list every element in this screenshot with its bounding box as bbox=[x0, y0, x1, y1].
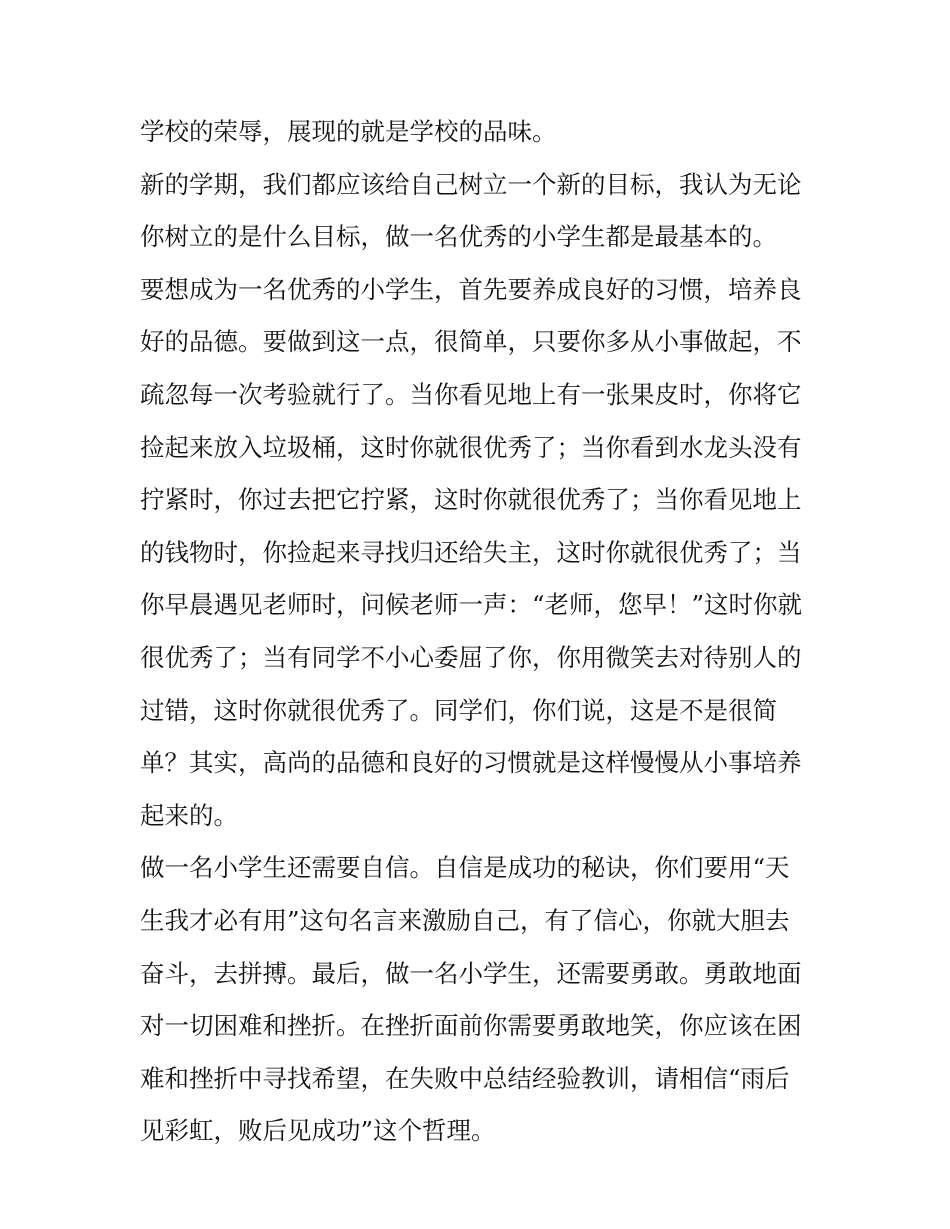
text-line: 你树立的是什么目标，做一名优秀的小学生都是最基本的。 bbox=[140, 222, 777, 252]
text-line: 奋斗，去拼搏。最后，做一名小学生，还需要勇敢。勇敢地面 bbox=[140, 958, 802, 988]
text-line: 的钱物时，你捡起来寻找归还给失主，这时你就很优秀了；当 bbox=[140, 537, 802, 567]
text-line: 对一切困难和挫折。在挫折面前你需要勇敢地笑，你应该在困 bbox=[140, 1011, 802, 1041]
text-line: 单？其实，高尚的品德和良好的习惯就是这样慢慢从小事培养 bbox=[140, 748, 802, 778]
text-line: 生我才必有用”这句名言来激励自己，有了信心，你就大胆去 bbox=[140, 905, 790, 935]
text-line: 学校的荣辱，展现的就是学校的品味。 bbox=[140, 117, 557, 146]
text-line: 过错，这时你就很优秀了。同学们，你们说，这是不是很简 bbox=[140, 695, 777, 725]
text-line: 你早晨遇见老师时，问候老师一声：“老师，您早！”这时你就 bbox=[140, 590, 803, 620]
text-line: 难和挫折中寻找希望，在失败中总结经验教训，请相信“雨后 bbox=[140, 1063, 790, 1093]
text-line: 见彩虹，败后见成功”这个哲理。 bbox=[140, 1116, 496, 1146]
text-line: 好的品德。要做到这一点，很简单，只要你多从小事做起，不 bbox=[140, 327, 802, 357]
text-line: 疏忽每一次考验就行了。当你看见地上有一张果皮时，你将它 bbox=[140, 379, 802, 409]
text-line: 起来的。 bbox=[140, 800, 238, 830]
text-line: 捡起来放入垃圾桶，这时你就很优秀了；当你看到水龙头没有 bbox=[140, 432, 802, 462]
text-line: 拧紧时，你过去把它拧紧，这时你就很优秀了；当你看见地上 bbox=[140, 485, 802, 515]
text-line: 很优秀了；当有同学不小心委屈了你，你用微笑去对待别人的 bbox=[140, 642, 802, 672]
document-body bbox=[140, 106, 820, 1158]
text-line: 要想成为一名优秀的小学生，首先要养成良好的习惯，培养良 bbox=[140, 274, 802, 304]
text-line: 新的学期，我们都应该给自己树立一个新的目标，我认为无论 bbox=[140, 169, 802, 199]
text-line: 做一名小学生还需要自信。自信是成功的秘诀，你们要用“天 bbox=[140, 853, 790, 883]
